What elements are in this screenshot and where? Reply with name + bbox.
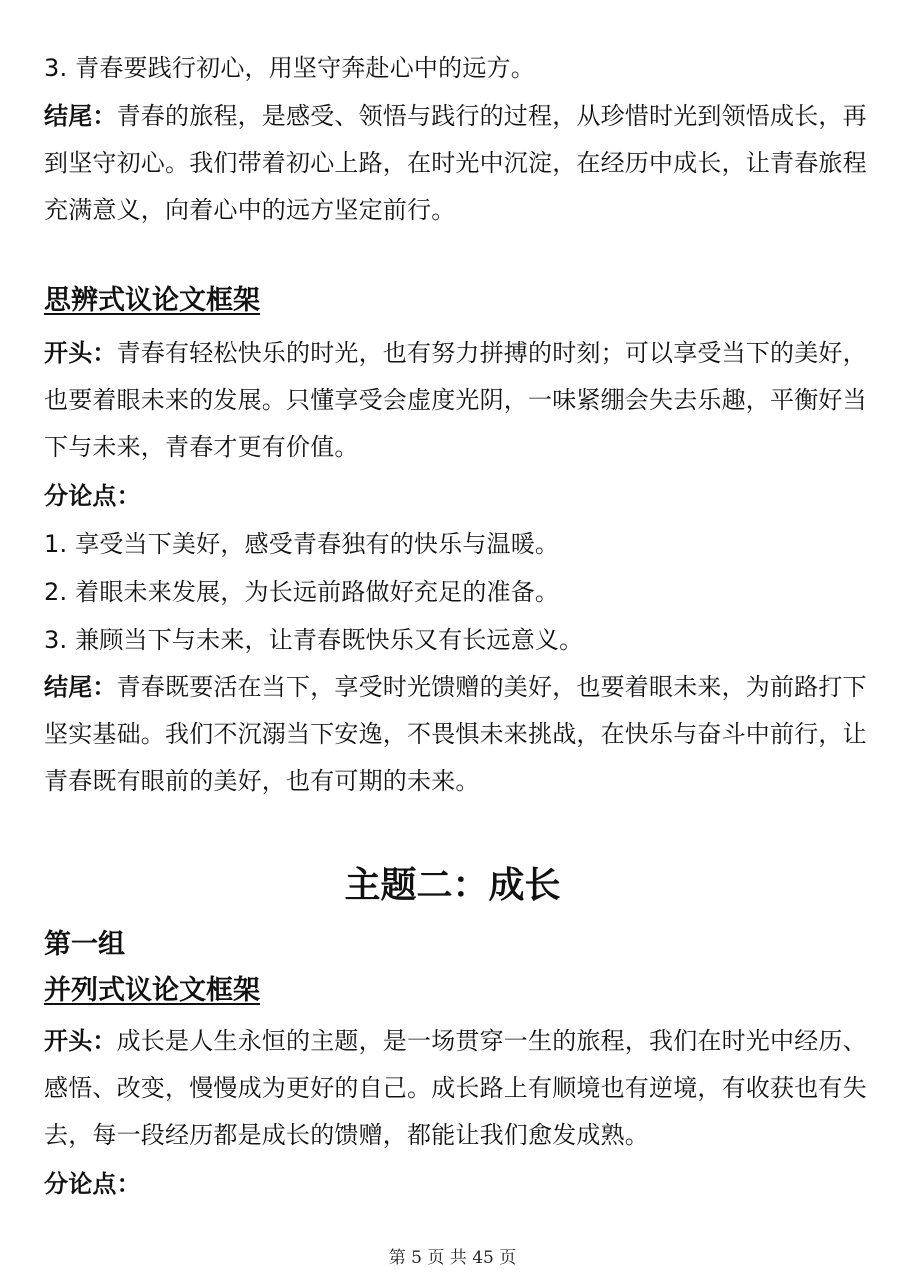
ending-label: 结尾：	[44, 102, 117, 130]
ending-paragraph-line-3: 青春既有眼前的美好，也有可期的未来。	[44, 767, 480, 795]
page-number: 第 5 页 共 45 页	[388, 1248, 517, 1268]
opening-paragraph-line-1: 开头：成长是人生永恒的主题，是一场贯穿一生的旅程，我们在时光中经历、	[44, 1027, 867, 1055]
ending-label: 结尾：	[44, 673, 117, 701]
opening-label: 开头：	[44, 1027, 117, 1055]
sub-point-2: 2. 着眼未来发展，为长远前路做好充足的准备。	[44, 578, 560, 606]
opening-paragraph-line-3: 去，每一段经历都是成长的馈赠，都能让我们愈发成熟。	[44, 1121, 649, 1149]
points-label: 分论点：	[44, 482, 141, 510]
opening-paragraph-line-2: 也要着眼未来的发展。只懂享受会虚度光阴，一味紧绷会失去乐趣，平衡好当	[44, 386, 867, 414]
sub-point-1: 1. 享受当下美好，感受青春独有的快乐与温暖。	[44, 530, 560, 558]
theme-title: 主题二：成长	[344, 865, 561, 906]
section-heading: 并列式议论文框架	[44, 975, 260, 1006]
opening-paragraph-line-3: 下与未来，青春才更有价值。	[44, 433, 359, 461]
ending-paragraph-line-2: 到坚守初心。我们带着初心上路，在时光中沉淀，在经历中成长，让青春旅程	[44, 149, 867, 177]
section-heading: 思辨式议论文框架	[44, 285, 260, 316]
opening-label: 开头：	[44, 339, 117, 367]
opening-paragraph-line-2: 感悟、改变，慢慢成为更好的自己。成长路上有顺境也有逆境，有收获也有失	[44, 1074, 867, 1102]
sub-point-3: 3. 兼顾当下与未来，让青春既快乐又有长远意义。	[44, 626, 584, 654]
points-label: 分论点：	[44, 1170, 141, 1198]
ending-paragraph-line-1: 结尾：青春的旅程，是感受、领悟与践行的过程，从珍惜时光到领悟成长，再	[44, 102, 867, 130]
ending-paragraph-line-3: 充满意义，向着心中的远方坚定前行。	[44, 196, 456, 224]
group-label: 第一组	[44, 929, 125, 960]
opening-paragraph-line-1: 开头：青春有轻松快乐的时光，也有努力拼搏的时刻；可以享受当下的美好，	[44, 339, 867, 367]
ending-paragraph-line-2: 坚实基础。我们不沉溺当下安逸，不畏惧未来挑战，在快乐与奋斗中前行，让	[44, 720, 867, 748]
ending-paragraph-line-1: 结尾：青春既要活在当下，享受时光馈赠的美好，也要着眼未来，为前路打下	[44, 673, 867, 701]
sub-point-3: 3. 青春要践行初心，用坚守奔赴心中的远方。	[44, 54, 535, 82]
